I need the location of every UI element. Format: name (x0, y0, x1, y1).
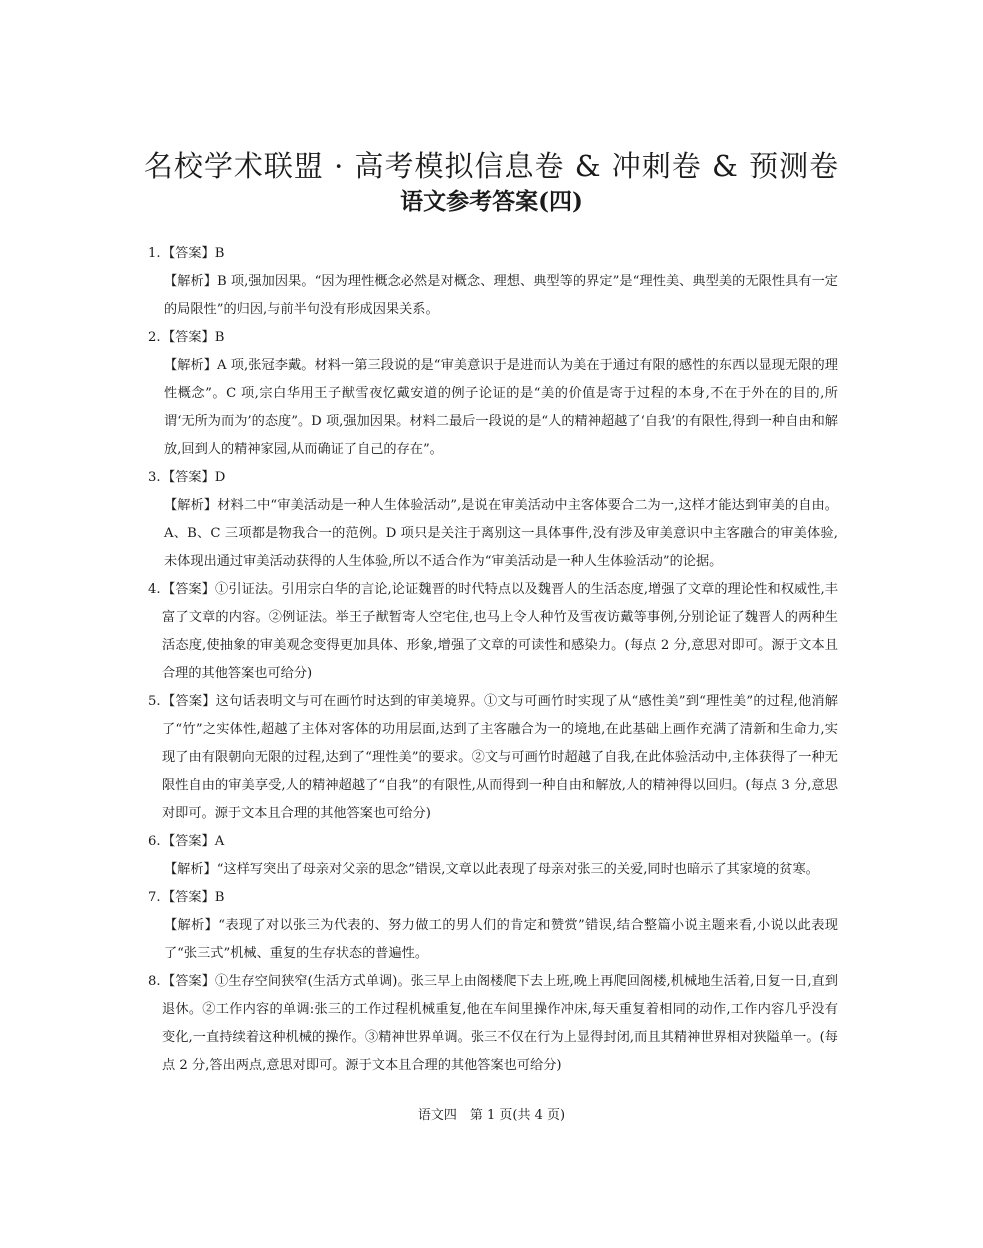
question-item-8 (148, 968, 838, 1080)
answer-text: 【答案】B (162, 890, 225, 905)
answer-text: 【答案】B (162, 330, 225, 345)
explanation-text: 【解析】材料二中“审美活动是一种人生体验活动”,是说在审美活动中主客体要合二为一,这样才能达到审美的自由。A、B、C 三项都是物我合一的范例。D 项只是关注于离别这一具体事件,没有涉及审美意识中主客融合的审美体验,未体现出通过审美活动获得的人生体验,所以不适合作为“审美活动是一种人生体验活动”的论据。 (164, 498, 838, 569)
question-number: 5. (148, 694, 161, 709)
question-item-3 (148, 464, 838, 576)
answer-text: 【答案】①引证法。引用宗白华的言论,论证魏晋的时代特点以及魏晋人的生活态度,增强了文章的理论性和权威性,丰富了文章的内容。②例证法。举王子猷暂寄人空宅住,也马上令人种竹及雪夜访戴等事例,分别论证了魏晋人的两种生活态度,使抽象的审美观念变得更加具体、形象,增强了文章的可读性和感染力。(每点 2 分,意思对即可。源于文本且合理的其他答案也可给分) (162, 582, 838, 681)
page-footer: 语文四 第 1 页(共 4 页) (417, 1108, 566, 1123)
question-number: 4. (148, 582, 161, 597)
page-title: 名校学术联盟 · 高考模拟信息卷 & 冲刺卷 & 预测卷 (143, 149, 840, 183)
question-item-4 (148, 576, 838, 688)
answer-text: 【答案】B (162, 246, 225, 261)
page-subtitle: 语文参考答案(四) (400, 188, 583, 215)
explanation-text: 【解析】A 项,张冠李戴。材料一第三段说的是“审美意识于是进而认为美在于通过有限的感性的东西以显现无限的理性概念”。C 项,宗白华用王子猷雪夜忆戴安道的例子论证的是“美的价值是寄于过程的本身,不在于外在的目的,所谓‘无所为而为’的态度”。D 项,强加因果。材料二最后一段说的是“人的精神超越了‘自我’的有限性,得到一种自由和解放,回到人的精神家园,从而确证了自己的存在”。 (164, 358, 838, 457)
answer-text: 【答案】A (162, 834, 225, 849)
explanation-text: 【解析】“这样写突出了母亲对父亲的思念”错误,文章以此表现了母亲对张三的关爱,同时也暗示了其家境的贫寒。 (164, 862, 819, 877)
question-item-2 (148, 324, 838, 464)
question-item-7 (148, 884, 838, 968)
question-number: 3. (148, 470, 161, 485)
explanation-text: 【解析】“表现了对以张三为代表的、努力做工的男人们的肯定和赞赏”错误,结合整篇小说主题来看,小说以此表现了“张三式”机械、重复的生存状态的普遍性。 (164, 918, 838, 961)
answer-text: 【答案】①生存空间狭窄(生活方式单调)。张三早上由阁楼爬下去上班,晚上再爬回阁楼,机械地生活着,日复一日,直到退休。②工作内容的单调:张三的工作过程机械重复,他在车间里操作冲床,每天重复着相同的动作,工作内容几乎没有变化,一直持续着这种机械的操作。③精神世界单调。张三不仅在行为上显得封闭,而且其精神世界相对狭隘单一。(每点 2 分,答出两点,意思对即可。源于文本且合理的其他答案也可给分) (162, 974, 838, 1073)
answers-list (148, 240, 838, 1080)
answer-text: 【答案】D (162, 470, 226, 485)
question-number: 1. (148, 246, 161, 261)
question-item-6 (148, 828, 838, 884)
question-item-1 (148, 240, 838, 324)
explanation-text: 【解析】B 项,强加因果。“因为理性概念必然是对概念、理想、典型等的界定”是“理性美、典型美的无限性具有一定的局限性”的归因,与前半句没有形成因果关系。 (164, 274, 838, 317)
question-item-5 (148, 688, 838, 828)
question-number: 7. (148, 890, 161, 905)
question-number: 6. (148, 834, 161, 849)
answer-text: 【答案】这句话表明文与可在画竹时达到的审美境界。①文与可画竹时实现了从“感性美”到“理性美”的过程,他消解了“竹”之实体性,超越了主体对客体的功用层面,达到了主客融合为一的境地,在此基础上画作充满了清新和生命力,实现了由有限朝向无限的过程,达到了“理性美”的要求。②文与可画竹时超越了自我,在此体验活动中,主体获得了一种无限性自由的审美享受,人的精神超越了“自我”的有限性,从而得到一种自由和解放,人的精神得以回归。(每点 3 分,意思对即可。源于文本且合理的其他答案也可给分) (162, 694, 838, 821)
question-number: 8. (148, 974, 161, 989)
question-number: 2. (148, 330, 161, 345)
